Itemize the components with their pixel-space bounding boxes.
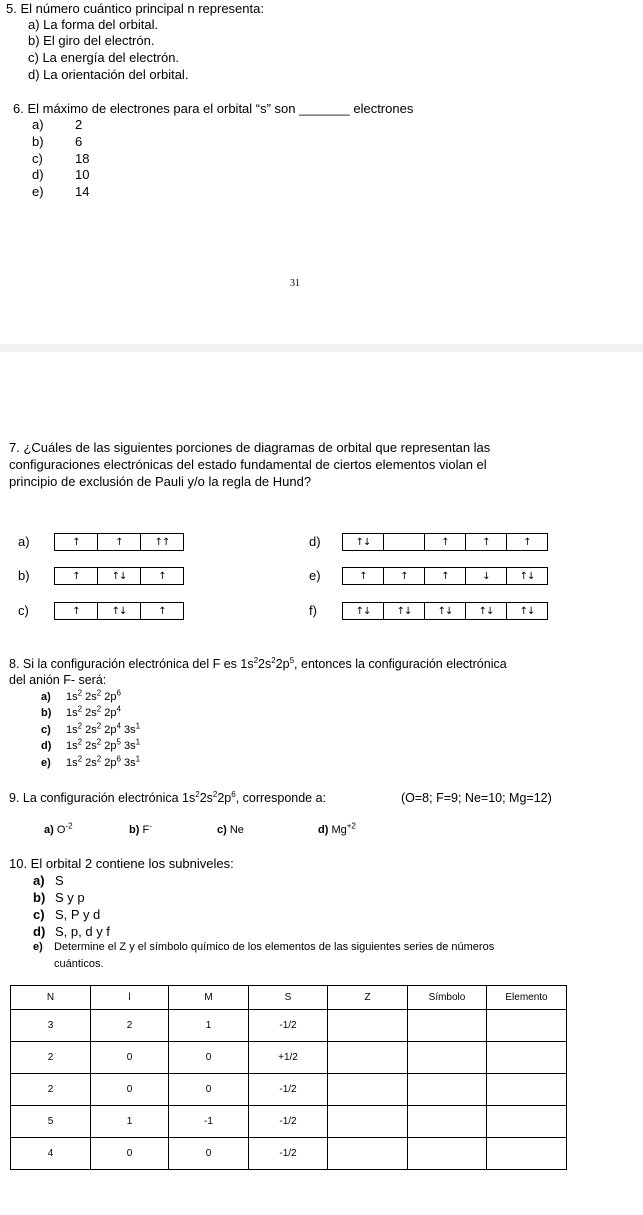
q9-option-letter: b) — [129, 824, 140, 836]
orbital-box: ↑↓ — [98, 568, 141, 584]
table-cell: 2 — [91, 1010, 169, 1042]
q6-option-value: 10 — [75, 167, 90, 182]
q7-diagram-letter: a) — [18, 534, 30, 549]
q9-option-base: Ne — [229, 824, 244, 836]
orbital-box: ↑↓ — [384, 603, 425, 619]
q7-diagram-letter: c) — [18, 603, 29, 618]
q9-option-base: O — [56, 824, 66, 836]
q8-option-letter: c) — [41, 724, 51, 736]
table-row — [11, 1138, 567, 1170]
orbital-box: ↑↓ — [343, 603, 384, 619]
q8-stem-line-2: del anión F- será: — [9, 673, 107, 687]
orbital-diagram — [54, 602, 184, 620]
table-header-cell: Símbolo — [408, 986, 487, 1010]
q7-diagram-letter: b) — [18, 568, 30, 583]
table-cell — [328, 1138, 408, 1170]
table-row — [11, 1010, 567, 1042]
superscript: 4 — [116, 721, 121, 731]
table-cell: 1 — [91, 1106, 169, 1138]
q7-stem-line-1: 7. ¿Cuáles de las siguientes porciones de diagramas de orbital que representan las — [9, 440, 491, 455]
superscript: 2 — [77, 721, 83, 731]
q8-option-letter: d) — [41, 740, 52, 752]
superscript: 4 — [116, 704, 121, 714]
superscript: 1 — [135, 737, 141, 747]
superscript: 2 — [77, 737, 83, 747]
table-cell — [328, 1010, 408, 1042]
q9-option-base: Mg — [331, 824, 347, 836]
q6-option-value: 18 — [75, 151, 90, 166]
orbital-box: ↑↓ — [466, 603, 507, 619]
q9-data: (O=8; F=9; Ne=10; Mg=12) — [401, 791, 552, 805]
q10-option-e-line-2: cuánticos. — [54, 958, 104, 970]
q9-option-letter: a) — [44, 824, 54, 836]
table-cell — [328, 1042, 408, 1074]
page-break — [0, 344, 643, 352]
table-cell: -1/2 — [249, 1074, 328, 1106]
q10-option-text: S — [55, 873, 64, 888]
page-number: 31 — [290, 278, 300, 289]
table-cell — [328, 1074, 408, 1106]
table-cell: 0 — [91, 1042, 169, 1074]
table-row — [11, 1074, 567, 1106]
superscript: +2 — [346, 821, 356, 831]
q9-option — [318, 821, 356, 836]
orbital-diagram — [342, 533, 548, 551]
q10-option-e-line-1: Determine el Z y el símbolo químico de los elementos de las siguientes series de números — [54, 941, 495, 953]
superscript: 2 — [96, 688, 102, 698]
superscript: 2 — [96, 704, 102, 714]
q9-stem: 9. La configuración electrónica $1s^22s^22p^6$, corresponde a: — [9, 789, 327, 805]
q10-option-text: S, P y d — [55, 907, 101, 922]
superscript: 2 — [96, 737, 102, 747]
q8-option-letter: b) — [41, 707, 52, 719]
table-cell: -1/2 — [249, 1010, 328, 1042]
table-cell: 0 — [169, 1074, 249, 1106]
superscript: 2 — [96, 721, 102, 731]
table-cell: 0 — [91, 1138, 169, 1170]
q7-stem-line-2: configuraciones electrónicas del estado fundamental de ciertos elementos violan el — [9, 457, 487, 472]
orbital-box: ↑ — [55, 534, 98, 550]
q7-diagram-letter: f) — [309, 603, 317, 618]
table-cell — [487, 1074, 567, 1106]
superscript: 2 — [77, 704, 83, 714]
orbital-box — [384, 534, 425, 550]
q9-option — [44, 821, 73, 836]
orbital-box: ↑↓ — [519, 605, 535, 617]
orbital-box: ↑↓ — [425, 603, 466, 619]
orbital-box: ↑ — [425, 534, 466, 550]
superscript: 2 — [96, 754, 102, 764]
table-cell — [487, 1138, 567, 1170]
table-cell: +1/2 — [249, 1042, 328, 1074]
q7-stem-line-3: principio de exclusión de Pauli y/o la regla de Hund? — [9, 474, 312, 489]
quantum-numbers-table — [10, 985, 567, 1170]
superscript: 1 — [135, 754, 141, 764]
q8-option-config: $1s^2$ $2s^2$ $2p^4$ — [66, 704, 121, 719]
table-row — [11, 1042, 567, 1074]
q10-option-letter: d) — [33, 924, 46, 939]
q5-option-c: c) La energía del electrón. — [28, 50, 180, 65]
table-header-cell: Elemento — [487, 986, 567, 1010]
orbital-box: ↑ — [343, 568, 384, 584]
q6-option-value: 6 — [75, 134, 83, 149]
q8-option-config: $1s^2$ $2s^2$ $2p^6$ — [66, 688, 121, 703]
q6-option-letter: b) — [32, 134, 44, 149]
orbital-diagram — [342, 567, 548, 585]
orbital-box: ↑ — [158, 605, 166, 617]
orbital-box: ↑ — [425, 568, 466, 584]
orbital-box: ↑↓ — [98, 603, 141, 619]
table-cell: 0 — [169, 1042, 249, 1074]
q7-diagram-letter: e) — [309, 568, 321, 583]
table-cell — [408, 1138, 487, 1170]
q8-option-letter: e) — [41, 757, 51, 769]
table-cell — [408, 1106, 487, 1138]
orbital-box: ↑ — [158, 570, 166, 582]
table-cell — [328, 1106, 408, 1138]
table-cell — [487, 1106, 567, 1138]
q8-stem-line-1: 8. Si la configuración electrónica del F es $1s^22s^22p^5$, entonces la configuración electrónica — [9, 655, 507, 671]
superscript: 2 — [77, 688, 83, 698]
superscript: 5 — [116, 737, 121, 747]
orbital-diagram — [342, 602, 548, 620]
q10-option-letter: b) — [33, 890, 46, 905]
superscript: -2 — [65, 821, 73, 831]
q5-option-a: a) La forma del orbital. — [28, 17, 159, 32]
q7-diagram-letter: d) — [309, 534, 321, 549]
q9-option-base: F — [142, 824, 150, 836]
table-cell: -1 — [169, 1106, 249, 1138]
q9-option — [129, 821, 152, 836]
table-cell: 1 — [169, 1010, 249, 1042]
table-cell: -1/2 — [249, 1106, 328, 1138]
q5-option-d: d) La orientación del orbital. — [28, 67, 189, 82]
q6-option-letter: c) — [32, 151, 43, 166]
superscript: - — [149, 821, 152, 831]
table-cell — [487, 1042, 567, 1074]
orbital-box: ↑ — [98, 534, 141, 550]
q6-option-letter: a) — [32, 117, 44, 132]
orbital-box: ↑ — [466, 534, 507, 550]
orbital-box: ↑ — [55, 603, 98, 619]
orbital-box: ↑↓ — [343, 534, 384, 550]
q6-option-value: 14 — [75, 184, 90, 199]
q10-option-text: S y p — [55, 890, 85, 905]
q10-option-e-letter: e) — [33, 941, 43, 953]
q8-option-config: $1s^2$ $2s^2$ $2p^6$ $3s^1$ — [66, 754, 141, 769]
q9-option-letter: d) — [318, 824, 329, 836]
superscript: 2 — [77, 754, 83, 764]
q10-option-text: S, p, d y f — [55, 924, 110, 939]
orbital-box: ↓ — [466, 568, 507, 584]
q10-stem: 10. El orbital 2 contiene los subniveles: — [9, 856, 234, 871]
q6-stem: 6. El máximo de electrones para el orbital “s” son _______ electrones — [13, 101, 414, 116]
table-header-row — [11, 986, 567, 1010]
table-cell: 4 — [11, 1138, 91, 1170]
orbital-box: ↑↓ — [519, 570, 535, 582]
table-cell: 2 — [11, 1074, 91, 1106]
q8-option-letter: a) — [41, 691, 51, 703]
q6-option-value: 2 — [75, 117, 83, 132]
orbital-diagram — [54, 567, 184, 585]
table-row — [11, 1106, 567, 1138]
orbital-box: ↑↑ — [154, 536, 170, 548]
superscript: 6 — [116, 688, 121, 698]
superscript: 1 — [135, 721, 141, 731]
table-cell — [487, 1010, 567, 1042]
table-cell: 3 — [11, 1010, 91, 1042]
q9-option — [217, 824, 244, 836]
superscript: 6 — [116, 754, 121, 764]
q10-option-letter: c) — [33, 907, 45, 922]
table-cell — [408, 1042, 487, 1074]
table-header-cell: M — [169, 986, 249, 1010]
q5-stem: 5. El número cuántico principal n representa: — [6, 1, 264, 16]
q8-option-config: $1s^2$ $2s^2$ $2p^5$ $3s^1$ — [66, 737, 141, 752]
q9-option-letter: c) — [217, 824, 227, 836]
orbital-box: ↑ — [523, 536, 531, 548]
table-cell — [408, 1010, 487, 1042]
table-cell: -1/2 — [249, 1138, 328, 1170]
orbital-diagram — [54, 533, 184, 551]
table-cell: 0 — [91, 1074, 169, 1106]
orbital-box: ↑ — [384, 568, 425, 584]
table-cell: 5 — [11, 1106, 91, 1138]
orbital-box: ↑ — [55, 568, 98, 584]
table-cell: 2 — [11, 1042, 91, 1074]
q6-option-letter: e) — [32, 184, 44, 199]
table-header-cell: Z — [328, 986, 408, 1010]
q6-option-letter: d) — [32, 167, 44, 182]
table-header-cell: N — [11, 986, 91, 1010]
table-cell — [408, 1074, 487, 1106]
table-header-cell: S — [249, 986, 328, 1010]
table-cell: 0 — [169, 1138, 249, 1170]
q8-option-config: $1s^2$ $2s^2$ $2p^4$ $3s^1$ — [66, 721, 141, 736]
q5-option-b: b) El giro del electrón. — [28, 33, 155, 48]
q10-option-letter: a) — [33, 873, 45, 888]
table-header-cell: l — [91, 986, 169, 1010]
